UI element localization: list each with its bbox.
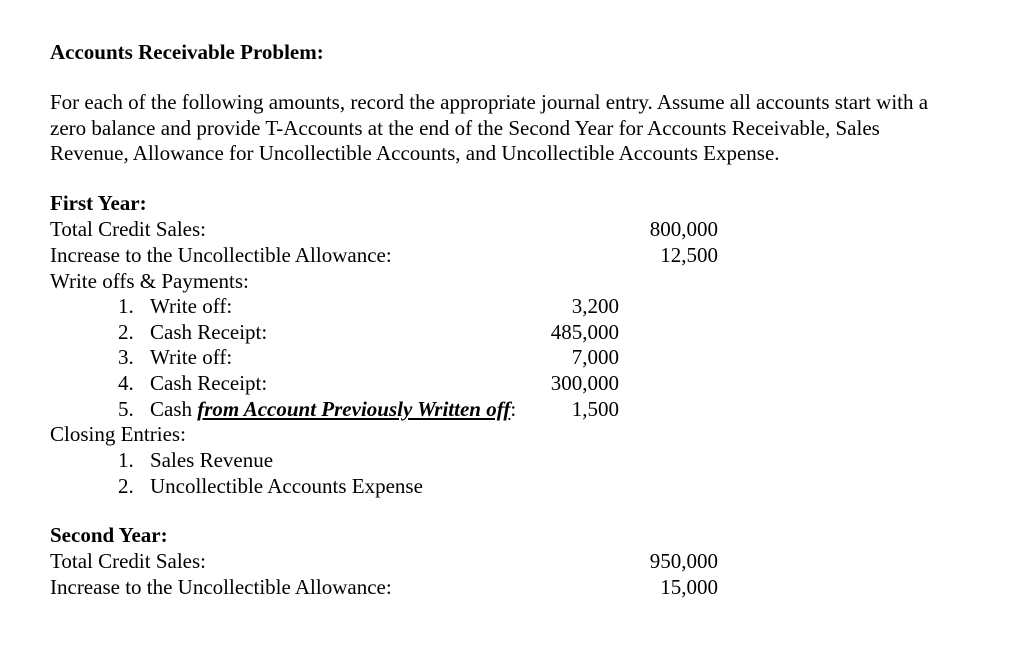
list-item bbox=[118, 474, 423, 500]
item-label: Write off: bbox=[150, 294, 233, 318]
item-value: 485,000 bbox=[550, 320, 619, 344]
list-item bbox=[118, 448, 273, 474]
list-item bbox=[118, 345, 232, 371]
item-value: 7,000 bbox=[571, 345, 619, 369]
first-year-credit-sales-label: Total Credit Sales: bbox=[50, 217, 207, 241]
item-label-emphasis: from Account Previously Written off bbox=[197, 397, 511, 421]
closing-entries-label: Closing Entries: bbox=[50, 422, 186, 446]
item-number: 4. bbox=[118, 371, 134, 395]
item-value: 1,500 bbox=[571, 397, 619, 421]
item-value: 300,000 bbox=[550, 371, 619, 395]
second-year-credit-sales-value: 950,000 bbox=[649, 549, 718, 573]
item-number: 5. bbox=[118, 397, 134, 421]
instructions-line: For each of the following amounts, record the appropriate journal entry. Assume all accounts start with a bbox=[50, 90, 929, 114]
item-label-prefix: Cash bbox=[150, 397, 198, 421]
writeoffs-payments-label: Write offs & Payments: bbox=[50, 269, 249, 293]
second-year-allowance-label: Increase to the Uncollectible Allowance: bbox=[50, 575, 392, 599]
instructions-line: Revenue, Allowance for Uncollectible Accounts, and Uncollectible Accounts Expense. bbox=[50, 141, 780, 165]
item-label: Write off: bbox=[150, 345, 233, 369]
second-year-heading: Second Year: bbox=[50, 523, 168, 547]
second-year-allowance-value: 15,000 bbox=[660, 575, 718, 599]
instructions-paragraph bbox=[50, 90, 1010, 167]
item-label: Sales Revenue bbox=[150, 448, 274, 472]
item-value: 3,200 bbox=[571, 294, 619, 318]
item-label: Cash Receipt: bbox=[150, 320, 268, 344]
item-number: 3. bbox=[118, 345, 134, 369]
second-year-credit-sales-label: Total Credit Sales: bbox=[50, 549, 207, 573]
first-year-credit-sales-value: 800,000 bbox=[649, 217, 718, 241]
list-item bbox=[118, 371, 267, 397]
item-label-suffix: : bbox=[510, 397, 517, 421]
list-item bbox=[118, 294, 232, 320]
list-item bbox=[118, 397, 516, 423]
first-year-heading: First Year: bbox=[50, 191, 147, 215]
problem-title: Accounts Receivable Problem: bbox=[50, 40, 324, 64]
list-item bbox=[118, 320, 267, 346]
item-number: 2. bbox=[118, 474, 134, 498]
item-number: 1. bbox=[118, 294, 134, 318]
item-label: Uncollectible Accounts Expense bbox=[150, 474, 423, 498]
first-year-allowance-label: Increase to the Uncollectible Allowance: bbox=[50, 243, 392, 267]
first-year-allowance-value: 12,500 bbox=[660, 243, 718, 267]
item-label: Cash Receipt: bbox=[150, 371, 268, 395]
instructions-line: zero balance and provide T-Accounts at the end of the Second Year for Accounts Receivable, Sales bbox=[50, 115, 880, 140]
item-number: 1. bbox=[118, 448, 134, 472]
item-number: 2. bbox=[118, 320, 134, 344]
